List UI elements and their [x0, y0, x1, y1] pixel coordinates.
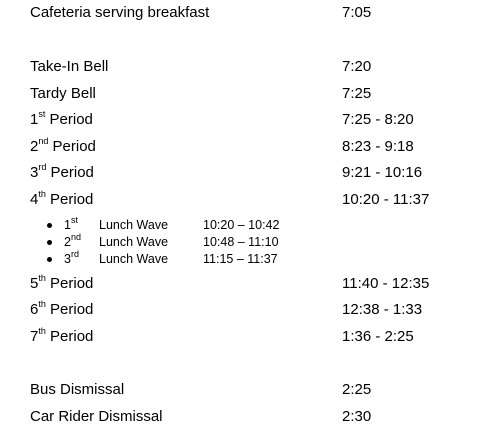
lunch-wave-2 — [47, 231, 447, 250]
wave-name: Lunch Wave — [99, 218, 169, 232]
wave-number — [64, 231, 81, 250]
period-word: Period — [52, 138, 96, 155]
wave-digit: 3 — [64, 252, 71, 266]
bullet-icon — [47, 223, 52, 228]
row-time: 7:25 - 8:20 — [342, 111, 414, 128]
schedule-row-period-4 — [30, 190, 490, 210]
period-word: Period — [50, 275, 94, 292]
period-number: 1 — [30, 111, 39, 128]
ordinal-suffix: st — [70, 214, 78, 225]
row-label — [30, 163, 94, 183]
schedule-row-period-7 — [30, 327, 490, 347]
row-time: 8:23 - 9:18 — [342, 138, 414, 155]
period-word: Period — [50, 191, 94, 208]
schedule-row-period-2 — [30, 137, 490, 157]
row-label: Bus Dismissal — [30, 381, 125, 398]
bullet-icon — [47, 240, 52, 245]
schedule-row-period-6 — [30, 300, 490, 320]
row-label: Car Rider Dismissal — [30, 408, 163, 425]
schedule-row-bus-dismissal — [30, 380, 490, 400]
ordinal-suffix: th — [38, 326, 46, 336]
ordinal-suffix: nd — [70, 231, 81, 242]
row-time: 12:38 - 1:33 — [342, 301, 423, 318]
row-time: 7:25 — [342, 85, 372, 102]
bullet-icon — [47, 257, 52, 262]
row-time: 2:25 — [342, 381, 372, 398]
ordinal-suffix: th — [38, 273, 46, 283]
lunch-wave-1 — [47, 214, 447, 233]
wave-number — [64, 248, 79, 267]
wave-name: Lunch Wave — [99, 252, 169, 266]
period-word: Period — [50, 328, 94, 345]
period-word: Period — [50, 164, 94, 181]
period-word: Period — [49, 111, 93, 128]
wave-digit: 2 — [64, 235, 71, 249]
row-label — [30, 137, 96, 157]
row-time: 11:40 - 12:35 — [342, 275, 430, 292]
row-label: Take-In Bell — [30, 58, 109, 75]
row-time: 9:21 - 10:16 — [342, 164, 423, 181]
lunch-wave-3 — [47, 248, 447, 267]
row-label: Cafeteria serving breakfast — [30, 4, 210, 21]
period-number: 6 — [30, 301, 39, 318]
row-label: Tardy Bell — [30, 85, 96, 102]
schedule-row-tardy-bell — [30, 84, 490, 104]
ordinal-suffix: rd — [70, 248, 79, 259]
row-time: 7:05 — [342, 4, 372, 21]
wave-time: 10:48 – 11:10 — [203, 235, 279, 249]
ordinal-suffix: th — [38, 299, 46, 309]
ordinal-suffix: nd — [38, 136, 49, 146]
row-label — [30, 327, 93, 347]
period-number: 7 — [30, 328, 39, 345]
row-label — [30, 190, 93, 210]
schedule-row-breakfast — [30, 3, 490, 23]
ordinal-suffix: th — [38, 189, 46, 199]
row-time: 2:30 — [342, 408, 372, 425]
wave-name: Lunch Wave — [99, 235, 169, 249]
wave-number — [64, 214, 78, 233]
schedule-row-period-3 — [30, 163, 490, 183]
schedule-row-period-1 — [30, 110, 490, 130]
row-time: 10:20 - 11:37 — [342, 191, 430, 208]
schedule-row-take-in-bell — [30, 57, 490, 77]
ordinal-suffix: rd — [38, 162, 47, 172]
schedule-row-period-5 — [30, 274, 490, 294]
wave-time: 11:15 – 11:37 — [203, 252, 278, 266]
period-number: 2 — [30, 138, 39, 155]
row-label — [30, 300, 93, 320]
row-time: 1:36 - 2:25 — [342, 328, 414, 345]
period-number: 5 — [30, 275, 39, 292]
wave-digit: 1 — [64, 218, 71, 232]
row-label — [30, 274, 93, 294]
row-label — [30, 110, 93, 130]
row-time: 7:20 — [342, 58, 372, 75]
wave-time: 10:20 – 10:42 — [203, 218, 280, 232]
period-word: Period — [50, 301, 94, 318]
period-number: 3 — [30, 164, 39, 181]
ordinal-suffix: st — [38, 109, 46, 119]
period-number: 4 — [30, 191, 39, 208]
schedule-row-car-rider-dismissal — [30, 407, 490, 427]
